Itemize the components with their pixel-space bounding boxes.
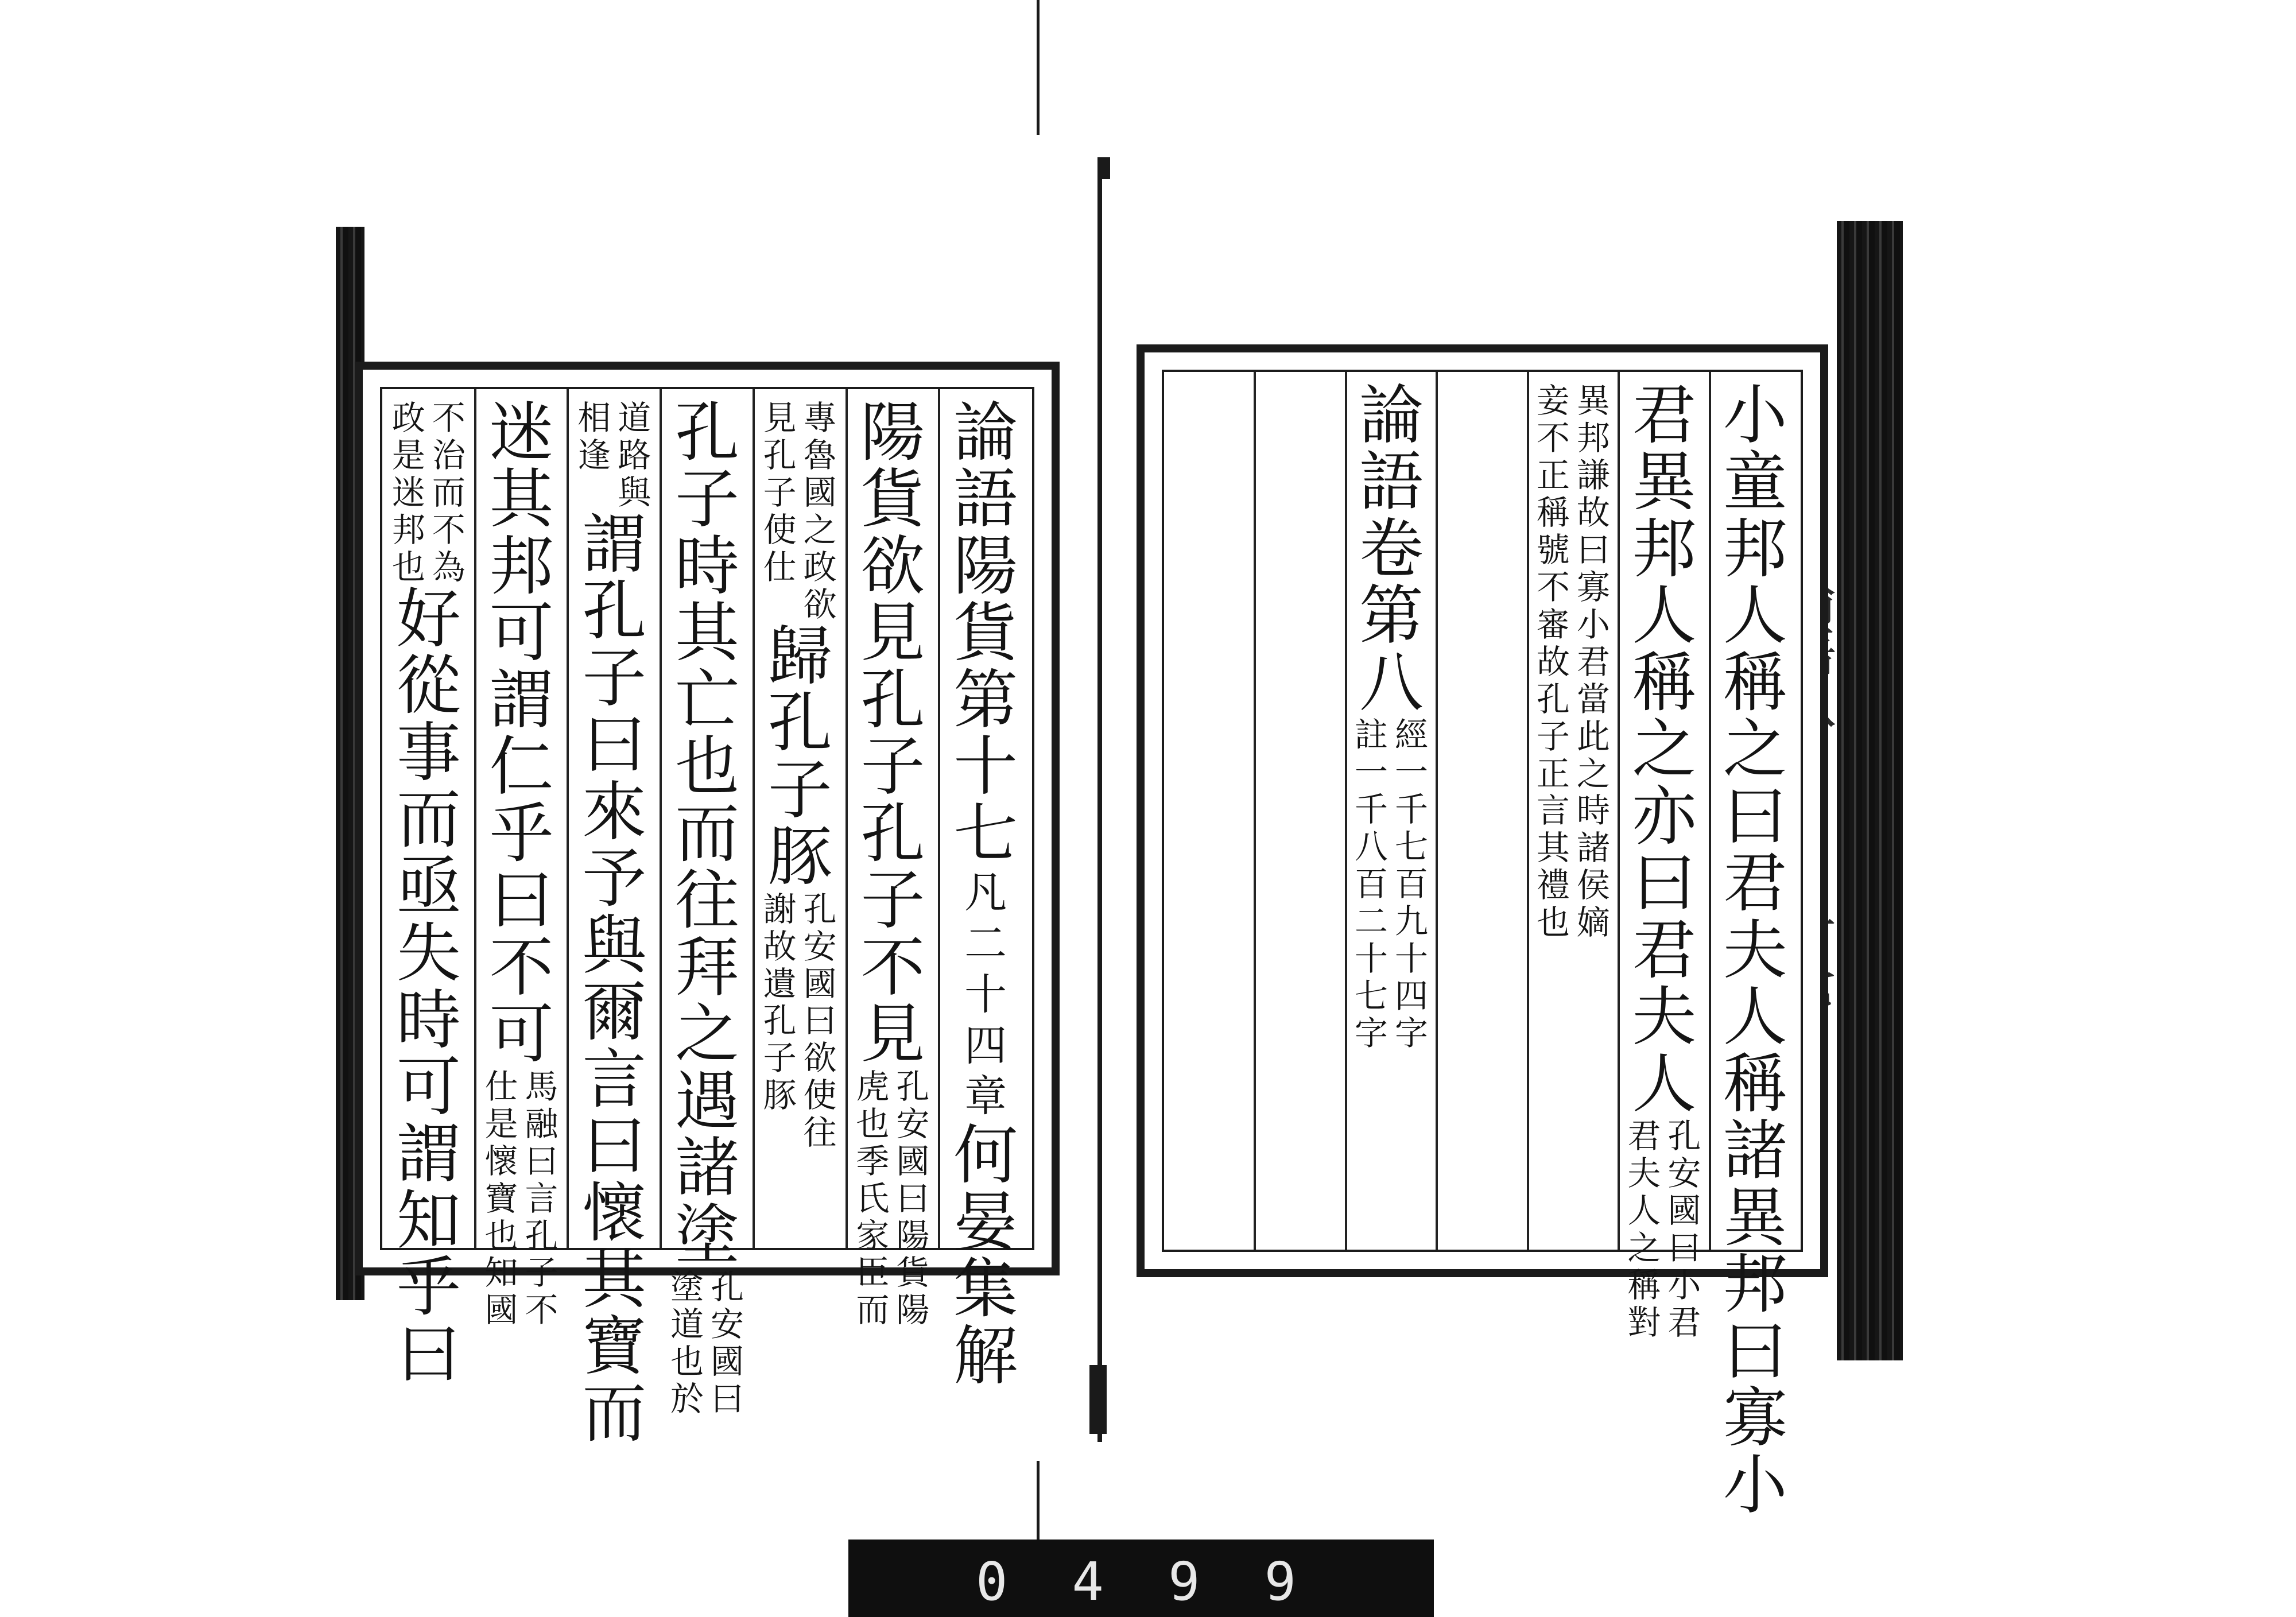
main-text: 君異邦人稱之亦曰君夫人: [1632, 378, 1697, 1122]
commentary-note: [1535, 382, 1612, 941]
binding-gutter-top: [1037, 0, 1040, 135]
text-column: [568, 389, 661, 1451]
chapter-count: 凡二十四章: [964, 868, 1007, 1122]
main-text: 論語卷第八: [1359, 378, 1424, 720]
commentary-line-right: 異邦謙故曰寡小君當此之時諸侯嫡: [1576, 381, 1610, 943]
left-page-frame: [355, 362, 1060, 1451]
left-page-inner-frame: [380, 387, 1034, 1451]
commentary-line-left: 政是迷邦也: [391, 398, 425, 587]
binding-gutter-mark: [1097, 157, 1110, 179]
main-text: 好從事而亟失時可謂知乎曰: [396, 581, 461, 1392]
commentary-line-left: 妾不正稱號不審故孔子正言其禮也: [1536, 381, 1570, 943]
text-column: [1710, 372, 1801, 1523]
right-page-inner-frame: [1162, 370, 1803, 1523]
commentary-line-right: 孔安國曰小君: [1667, 1116, 1701, 1342]
commentary-note: [762, 891, 839, 1152]
commentary-line-left: 見孔子使仕: [763, 398, 797, 587]
commentary-line-right: 馬融曰言孔子不: [525, 1067, 559, 1330]
main-text: 小童邦人稱之曰君夫人稱諸異邦曰寡小: [1723, 378, 1787, 1523]
catalog-stamp-digit: 4: [1072, 1550, 1105, 1612]
commentary-note: [483, 1068, 560, 1329]
commentary-note: [1353, 716, 1430, 1052]
right-page-frame: [1137, 344, 1828, 1523]
commentary-line-left: 相逢: [577, 398, 611, 475]
text-column: [475, 389, 568, 1330]
binding-gutter-center: [1097, 179, 1102, 1442]
commentary-note: [762, 400, 839, 623]
commentary-line-right: 孔安國曰: [710, 1267, 744, 1418]
text-column: [1346, 372, 1437, 1250]
catalog-stamp-digit: 0: [976, 1550, 1009, 1612]
commentary-line-right: 不治而不為: [432, 398, 466, 587]
catalog-stamp-digit: 9: [1264, 1550, 1297, 1612]
text-column: [382, 389, 475, 1392]
text-column: [847, 389, 940, 1330]
commentary-line-right: 經一千七百九十四字: [1395, 715, 1429, 1053]
commentary-line-left: 虎也季氏家臣而: [856, 1067, 890, 1330]
text-column: [1528, 372, 1619, 1250]
commentary-line-right: 孔安國曰欲使往: [803, 889, 837, 1153]
main-text: 謂孔子曰來予與爾言曰懷其寶而: [582, 507, 647, 1451]
commentary-line-left: 君夫人之稱對: [1627, 1116, 1661, 1342]
text-column: [1255, 372, 1345, 1250]
main-text: 何晏集解: [953, 1118, 1018, 1394]
main-text: 迷其邦可謂仁乎曰不可: [489, 395, 554, 1072]
commentary-note: [576, 400, 653, 511]
main-text: 論語陽貨第十七: [953, 395, 1018, 871]
binding-gutter-bottom: [1037, 1461, 1040, 1541]
text-column: [754, 389, 847, 1248]
catalog-stamp-digits: [976, 1550, 1297, 1612]
commentary-line-right: 孔安國曰陽貨陽: [896, 1067, 930, 1330]
commentary-line-left: 註一千八百二十七字: [1355, 715, 1389, 1053]
text-column: [1437, 372, 1527, 1250]
commentary-note: [1626, 1118, 1702, 1341]
commentary-note: [669, 1269, 746, 1418]
commentary-line-left: 仕是懷寶也知國: [484, 1067, 518, 1330]
catalog-stamp-digit: 9: [1168, 1550, 1201, 1612]
commentary-line-left: 塗道也於: [670, 1267, 704, 1418]
text-column: [1164, 372, 1255, 1250]
commentary-line-left: 謝故遺孔子豚: [763, 889, 797, 1115]
commentary-line-right: 專魯國之政欲: [803, 398, 837, 624]
text-column: [939, 389, 1032, 1394]
main-text: 陽貨欲見孔子孔子不見: [860, 395, 925, 1072]
right-book-edge: [1837, 221, 1903, 1360]
main-text: 孔子時其亡也而往拜之遇諸塗: [674, 395, 739, 1273]
commentary-line-right: 道路與: [618, 398, 651, 512]
binding-gutter-clip: [1089, 1365, 1107, 1434]
text-column: [661, 389, 754, 1418]
commentary-note: [390, 400, 467, 586]
main-text: 歸孔子豚: [767, 619, 832, 895]
commentary-note: [854, 1068, 931, 1329]
text-column: [1619, 372, 1709, 1342]
